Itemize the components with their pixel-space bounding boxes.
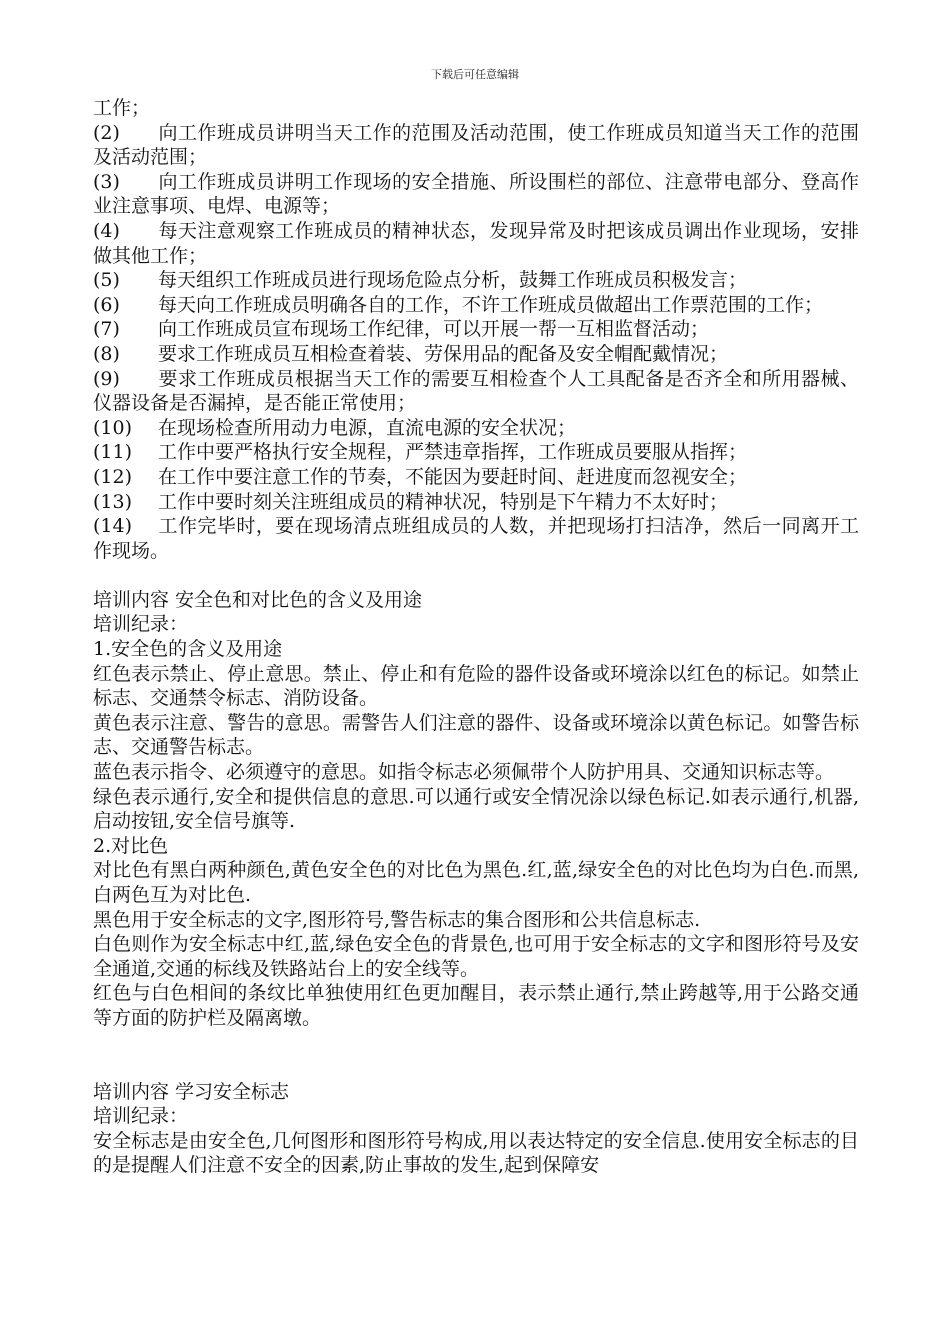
- item-text: 向工作班成员宣布现场工作纪律，可以开展一帮一互相监督活动；: [158, 318, 710, 341]
- item-text: 在现场检查所用动力电源，直流电源的安全状况；: [158, 416, 577, 439]
- item-text: 要求工作班成员根据当天工作的需要互相检查个人工具配备是否齐全和所用器械、仪器设备是否漏掉，是否能正常使用；: [93, 367, 859, 415]
- paragraph-line: 工作；: [93, 97, 151, 119]
- item-text: 向工作班成员讲明当天工作的范围及活动范围，使工作班成员知道当天工作的范围及活动范围；: [93, 121, 859, 169]
- paragraph: 绿色表示通行,安全和提供信息的意思.可以通行或安全情况涂以绿色标记.如表示通行,机器,启动按钮,安全信号旗等.: [93, 785, 859, 833]
- list-item: [93, 293, 859, 318]
- list-item: [93, 268, 859, 293]
- list-item: [93, 440, 859, 465]
- item-text: 工作中要时刻关注班组成员的精神状况，特别是下午精力不太好时；: [158, 490, 729, 513]
- item-text: 要求工作班成员互相检查着装、劳保用品的配备及安全帽配戴情况；: [158, 342, 729, 365]
- list-item: [93, 416, 859, 441]
- section-title: 培训内容 学习安全标志: [93, 1080, 290, 1103]
- item-number: (12): [93, 465, 133, 488]
- item-text: 工作完毕时，要在现场清点班组成员的人数，并把现场打扫洁净，然后一同离开工作现场。: [93, 515, 859, 562]
- item-number: (9): [93, 367, 120, 390]
- list-item: [93, 219, 859, 268]
- item-text: 向工作班成员讲明工作现场的安全措施、所设围栏的部位、注意带电部分、登高作业注意事项、电焊、电源等；: [93, 170, 859, 218]
- subheading: 2.对比色: [93, 834, 169, 857]
- spacer: [93, 1031, 859, 1080]
- record-label: 培训纪录：: [93, 613, 189, 636]
- section-title: 培训内容 安全色和对比色的含义及用途: [93, 588, 423, 611]
- paragraph: 黑色用于安全标志的文字,图形符号,警告标志的集合图形和公共信息标志.: [93, 908, 701, 931]
- list-item: [93, 514, 859, 563]
- spacer: [93, 563, 859, 588]
- list-item: [93, 121, 859, 170]
- item-number: (6): [93, 293, 120, 316]
- item-number: (11): [93, 441, 133, 464]
- item-number: (3): [93, 170, 120, 193]
- list-item: [93, 465, 859, 490]
- item-text: 每天注意观察工作班成员的精神状态，发现异常及时把该成员调出作业现场，安排做其他工作；: [93, 219, 859, 267]
- item-number: (7): [93, 318, 120, 341]
- paragraph: 对比色有黑白两种颜色,黄色安全色的对比色为黑色.红,蓝,绿安全色的对比色均为白色.而黑,白两色互为对比色.: [93, 859, 859, 906]
- list-item: [93, 490, 859, 515]
- list-item: [93, 170, 859, 219]
- item-number: (10): [93, 416, 133, 439]
- paragraph: 白色则作为安全标志中红,蓝,绿色安全色的背景色,也可用于安全标志的文字和图形符号及安全通道,交通的标线及铁路站台上的安全线等。: [93, 933, 859, 980]
- item-text: 工作中要严格执行安全规程，严禁违章指挥，工作班成员要服从指挥；: [158, 441, 748, 464]
- list-item: [93, 317, 859, 342]
- paragraph: 红色与白色相间的条纹比单独使用红色更加醒目，表示禁止通行,禁止跨越等,用于公路交通等方面的防护栏及隔离墩。: [93, 982, 859, 1029]
- document-body: [93, 96, 859, 1178]
- item-number: (4): [93, 219, 120, 242]
- item-number: (8): [93, 342, 120, 365]
- paragraph: 蓝色表示指令、必须遵守的意思。如指令标志必须佩带个人防护用具、交通知识标志等。: [93, 761, 835, 784]
- page-header: 下载后可任意编辑: [431, 68, 519, 81]
- item-text: 在工作中要注意工作的节奏，不能因为要赶时间、赶进度而忽视安全；: [158, 465, 748, 488]
- item-number: (13): [93, 490, 133, 513]
- item-number: (2): [93, 121, 120, 144]
- record-label: 培训纪录：: [93, 1105, 189, 1128]
- paragraph: 黄色表示注意、警告的意思。需警告人们注意的器件、设备或环境涂以黄色标记。如警告标志、交通警告标志。: [93, 711, 859, 759]
- item-text: 每天向工作班成员明确各自的工作，不许工作班成员做超出工作票范围的工作；: [158, 293, 824, 316]
- item-text: 每天组织工作班成员进行现场危险点分析，鼓舞工作班成员积极发言；: [158, 269, 748, 292]
- list-item: [93, 367, 859, 416]
- item-number: (5): [93, 269, 120, 292]
- list-item: [93, 342, 859, 367]
- item-number: (14): [93, 515, 133, 538]
- paragraph: 安全标志是由安全色,几何图形和图形符号构成,用以表达特定的安全信息.使用安全标志的目的是提醒人们注意不安全的因素,防止事故的发生,起到保障安: [93, 1129, 859, 1177]
- paragraph: 红色表示禁止、停止意思。禁止、停止和有危险的器件设备或环境涂以红色的标记。如禁止标志、交通禁令标志、消防设备。: [93, 662, 859, 710]
- subheading: 1.安全色的含义及用途: [93, 638, 283, 661]
